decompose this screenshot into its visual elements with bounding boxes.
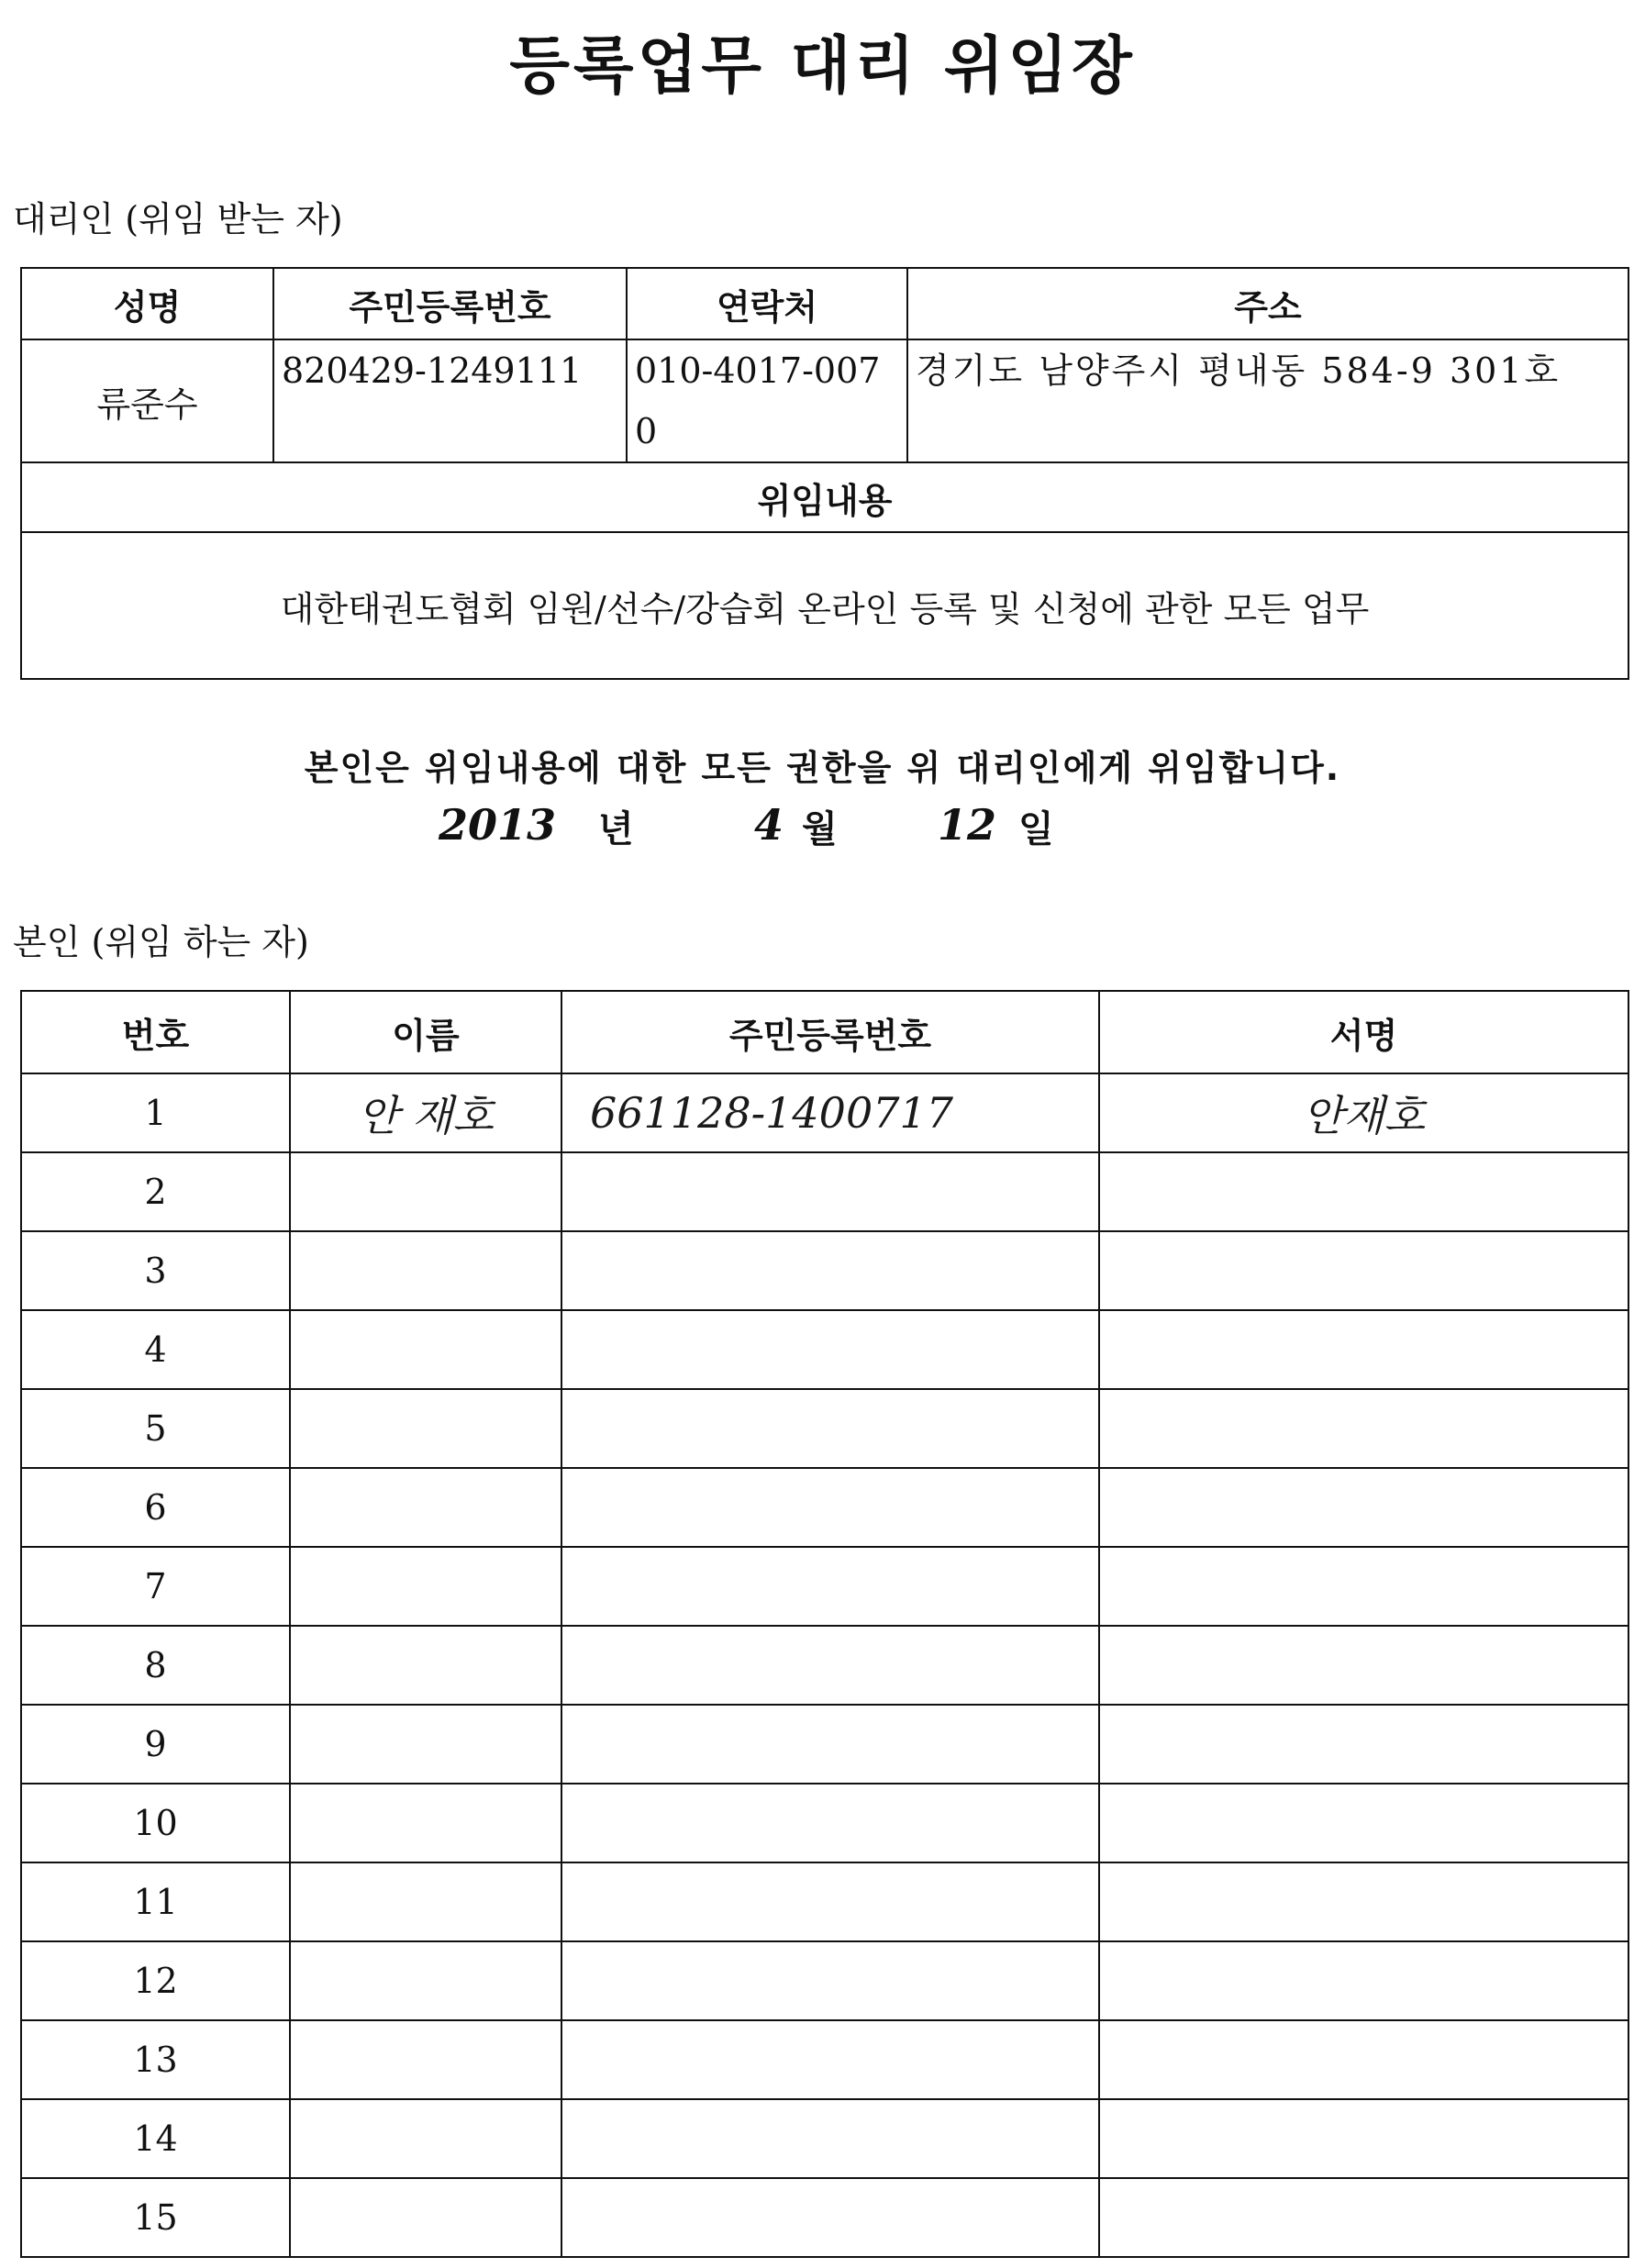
table-row	[21, 1784, 1628, 1862]
row-rrn	[561, 1389, 1099, 1468]
date-month-unit: 월	[802, 808, 838, 850]
row-signature	[1099, 1941, 1628, 2020]
date-year: 2013	[439, 800, 557, 850]
row-rrn	[561, 1862, 1099, 1941]
agent-address-value: 경기도 남양주시 평내동 584-9 301호	[907, 339, 1628, 462]
row-signature	[1099, 1547, 1628, 1626]
row-rrn	[561, 1705, 1099, 1784]
agent-name-header: 성명	[21, 268, 273, 339]
principal-header-row	[21, 991, 1628, 1073]
row-signature	[1099, 1626, 1628, 1705]
principal-no-header: 번호	[21, 991, 290, 1073]
row-rrn	[561, 2020, 1099, 2099]
row-name	[290, 2178, 561, 2257]
row-number: 15	[21, 2178, 290, 2257]
delegation-content: 대한태권도협회 임원/선수/강습회 온라인 등록 및 신청에 관한 모든 업무	[21, 532, 1628, 679]
row-name	[290, 1705, 561, 1784]
date-day-unit: 일	[1018, 808, 1054, 850]
delegation-statement: 본인은 위임내용에 대한 모든 권한을 위 대리인에게 위임합니다.	[304, 748, 1341, 788]
row-rrn	[561, 1152, 1099, 1231]
agent-rrn-header: 주민등록번호	[273, 268, 627, 339]
row-number: 9	[21, 1705, 290, 1784]
row-number: 11	[21, 1862, 290, 1941]
table-row	[21, 1941, 1628, 2020]
table-row	[21, 1468, 1628, 1547]
row-number: 5	[21, 1389, 290, 1468]
row-name	[290, 2099, 561, 2178]
row-rrn	[561, 1941, 1099, 2020]
row-rrn	[561, 2099, 1099, 2178]
principal-signature-header: 서명	[1099, 991, 1628, 1073]
row-name	[290, 2020, 561, 2099]
table-row	[21, 1231, 1628, 1310]
row-number: 2	[21, 1152, 290, 1231]
principal-name-header: 이름	[290, 991, 561, 1073]
row-signature	[1099, 2178, 1628, 2257]
agent-value-row	[21, 339, 1628, 462]
principal-section-label: 본인 (위임 하는 자)	[13, 922, 309, 962]
table-row	[21, 1073, 1628, 1152]
date-day: 12	[938, 800, 997, 850]
row-name: 안 재호	[290, 1073, 561, 1152]
row-name	[290, 1941, 561, 2020]
row-signature	[1099, 1310, 1628, 1389]
principal-table	[20, 990, 1629, 2258]
row-signature	[1099, 1231, 1628, 1310]
row-name	[290, 1468, 561, 1547]
table-row	[21, 1152, 1628, 1231]
row-signature	[1099, 1468, 1628, 1547]
row-rrn	[561, 1231, 1099, 1310]
table-row	[21, 1310, 1628, 1389]
row-number: 10	[21, 1784, 290, 1862]
table-row	[21, 2020, 1628, 2099]
row-signature	[1099, 1705, 1628, 1784]
row-number: 4	[21, 1310, 290, 1389]
row-rrn	[561, 2178, 1099, 2257]
row-name	[290, 1862, 561, 1941]
date-year-unit: 년	[598, 808, 634, 850]
row-signature: 안재호	[1099, 1073, 1628, 1152]
row-rrn	[561, 1626, 1099, 1705]
row-rrn	[561, 1468, 1099, 1547]
row-name	[290, 1310, 561, 1389]
row-name	[290, 1152, 561, 1231]
table-row	[21, 1389, 1628, 1468]
principal-rrn-header: 주민등록번호	[561, 991, 1099, 1073]
table-row	[21, 2099, 1628, 2178]
content-header: 위임내용	[21, 462, 1628, 532]
table-row	[21, 2178, 1628, 2257]
row-rrn	[561, 1784, 1099, 1862]
date-month: 4	[754, 800, 784, 850]
agent-rrn-value: 820429-1249111	[273, 339, 627, 462]
row-signature	[1099, 2020, 1628, 2099]
table-row	[21, 1705, 1628, 1784]
agent-name-value: 류준수	[21, 339, 273, 462]
document-title: 등록업무 대리 위임장	[509, 29, 1136, 103]
row-rrn: 661128-1400717	[561, 1073, 1099, 1152]
row-signature	[1099, 1784, 1628, 1862]
row-number: 13	[21, 2020, 290, 2099]
content-row	[21, 532, 1628, 679]
row-number: 14	[21, 2099, 290, 2178]
row-name	[290, 1547, 561, 1626]
row-rrn	[561, 1310, 1099, 1389]
agent-contact-header: 연락처	[627, 268, 907, 339]
table-row	[21, 1626, 1628, 1705]
row-name	[290, 1389, 561, 1468]
row-signature	[1099, 2099, 1628, 2178]
row-number: 3	[21, 1231, 290, 1310]
row-number: 7	[21, 1547, 290, 1626]
agent-table	[20, 267, 1629, 680]
agent-header-row	[21, 268, 1628, 339]
row-signature	[1099, 1862, 1628, 1941]
agent-section-label: 대리인 (위임 받는 자)	[13, 199, 343, 239]
table-row	[21, 1862, 1628, 1941]
row-signature	[1099, 1389, 1628, 1468]
content-header-row	[21, 462, 1628, 532]
agent-address-header: 주소	[907, 268, 1628, 339]
agent-contact-value: 010-4017-0070	[627, 339, 907, 462]
row-number: 6	[21, 1468, 290, 1547]
row-name	[290, 1784, 561, 1862]
row-name	[290, 1231, 561, 1310]
row-rrn	[561, 1547, 1099, 1626]
row-number: 12	[21, 1941, 290, 2020]
row-number: 8	[21, 1626, 290, 1705]
row-number: 1	[21, 1073, 290, 1152]
row-name	[290, 1626, 561, 1705]
row-signature	[1099, 1152, 1628, 1231]
table-row	[21, 1547, 1628, 1626]
date-line	[0, 795, 1645, 859]
